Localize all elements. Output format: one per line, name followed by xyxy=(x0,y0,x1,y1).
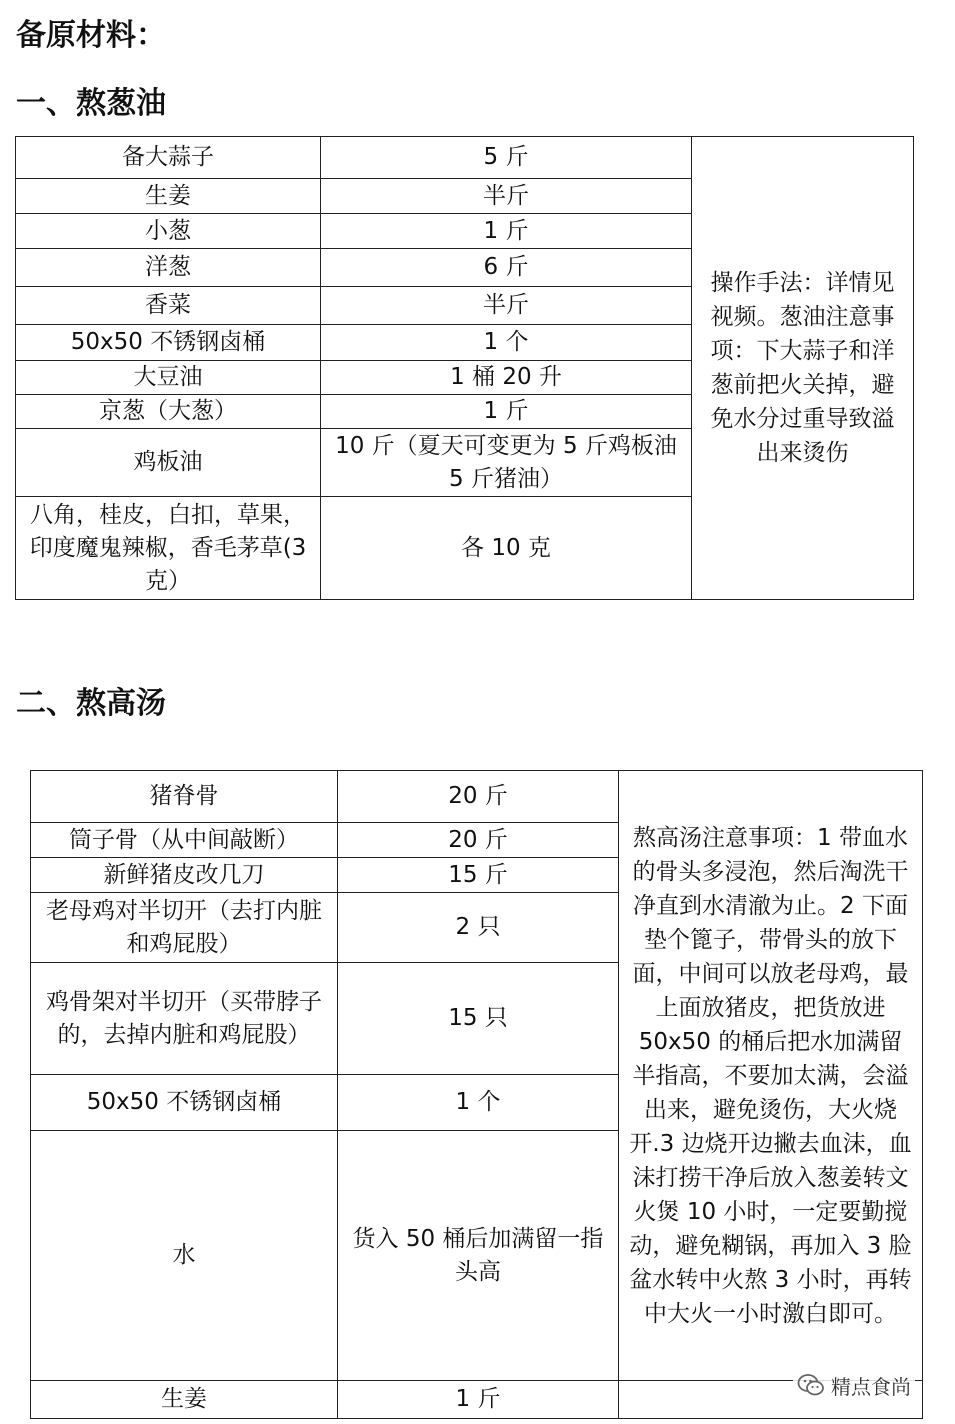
ingredient-cell: 八角，桂皮，白扣，草果，印度魔鬼辣椒，香毛茅草(3 克） xyxy=(16,497,321,600)
quantity-cell: 15 斤 xyxy=(338,858,619,893)
ingredient-cell: 老母鸡对半切开（去打内脏和鸡屁股） xyxy=(31,893,338,963)
watermark-text: 精点食尚 xyxy=(831,1374,911,1399)
quantity-cell: 20 斤 xyxy=(338,823,619,858)
quantity-cell: 20 斤 xyxy=(338,771,619,823)
quantity-cell: 10 斤（夏天可变更为 5 斤鸡板油 5 斤猪油） xyxy=(321,429,692,497)
quantity-cell: 半斤 xyxy=(321,287,692,325)
quantity-cell: 1 个 xyxy=(321,325,692,361)
ingredient-cell: 生姜 xyxy=(31,1381,338,1419)
ingredient-cell: 50x50 不锈钢卤桶 xyxy=(31,1075,338,1131)
quantity-cell: 半斤 xyxy=(321,179,692,214)
quantity-cell: 1 桶 20 升 xyxy=(321,361,692,395)
ingredient-cell: 猪脊骨 xyxy=(31,771,338,823)
quantity-cell: 1 斤 xyxy=(321,395,692,429)
quantity-cell: 1 斤 xyxy=(321,214,692,249)
quantity-cell: 货入 50 桶后加满留一指头高 xyxy=(338,1131,619,1381)
table-row xyxy=(31,1381,923,1419)
ingredient-cell: 生姜 xyxy=(16,179,321,214)
table-row xyxy=(16,137,914,179)
ingredient-cell: 京葱（大葱） xyxy=(16,395,321,429)
section1-title: 一、熬葱油 xyxy=(16,86,166,121)
ingredient-cell: 50x50 不锈钢卤桶 xyxy=(16,325,321,361)
quantity-cell: 6 斤 xyxy=(321,249,692,287)
quantity-cell: 5 斤 xyxy=(321,137,692,179)
ingredient-cell: 香菜 xyxy=(16,287,321,325)
quantity-cell: 1 斤 xyxy=(338,1381,619,1419)
stock-table xyxy=(30,770,923,1419)
watermark xyxy=(793,1365,915,1405)
ingredient-cell: 新鲜猪皮改几刀 xyxy=(31,858,338,893)
ingredient-cell: 水 xyxy=(31,1131,338,1381)
procedure-note: 操作手法：详情见视频。葱油注意事项：下大蒜子和洋葱前把火关掉，避免水分过重导致溢出来烫伤 xyxy=(692,137,914,600)
ingredient-cell: 鸡板油 xyxy=(16,429,321,497)
table-row xyxy=(31,771,923,823)
page-title: 备原材料： xyxy=(16,18,166,53)
ingredient-cell: 小葱 xyxy=(16,214,321,249)
wechat-icon xyxy=(797,1373,825,1397)
ingredient-cell: 洋葱 xyxy=(16,249,321,287)
quantity-cell: 各 10 克 xyxy=(321,497,692,600)
section2-title: 二、熬高汤 xyxy=(16,686,166,721)
ingredient-cell: 筒子骨（从中间敲断） xyxy=(31,823,338,858)
procedure-note: 熬高汤注意事项：1 带血水的骨头多浸泡，然后淘洗干净直到水清澈为止。2 下面垫个篦子，带骨头的放下面，中间可以放老母鸡，最上面放猪皮，把货放进 50x50 的桶后把水加满留半指高，不要加太满，会溢出来，避免烫伤，大火烧开.3 边烧开边撇去血沫，血沫打捞干净后放入葱姜转文火煲 10 小时，一定要勤搅动，避免糊锅，再加入 3 脸盆水转中火熬 3 小时，再转中大火一小时激白即可。 xyxy=(619,771,923,1381)
scallion-oil-table xyxy=(15,136,914,600)
ingredient-cell: 备大蒜子 xyxy=(16,137,321,179)
ingredient-cell: 大豆油 xyxy=(16,361,321,395)
quantity-cell: 2 只 xyxy=(338,893,619,963)
ingredient-cell: 鸡骨架对半切开（买带脖子的，去掉内脏和鸡屁股） xyxy=(31,963,338,1075)
quantity-cell: 1 个 xyxy=(338,1075,619,1131)
quantity-cell: 15 只 xyxy=(338,963,619,1075)
